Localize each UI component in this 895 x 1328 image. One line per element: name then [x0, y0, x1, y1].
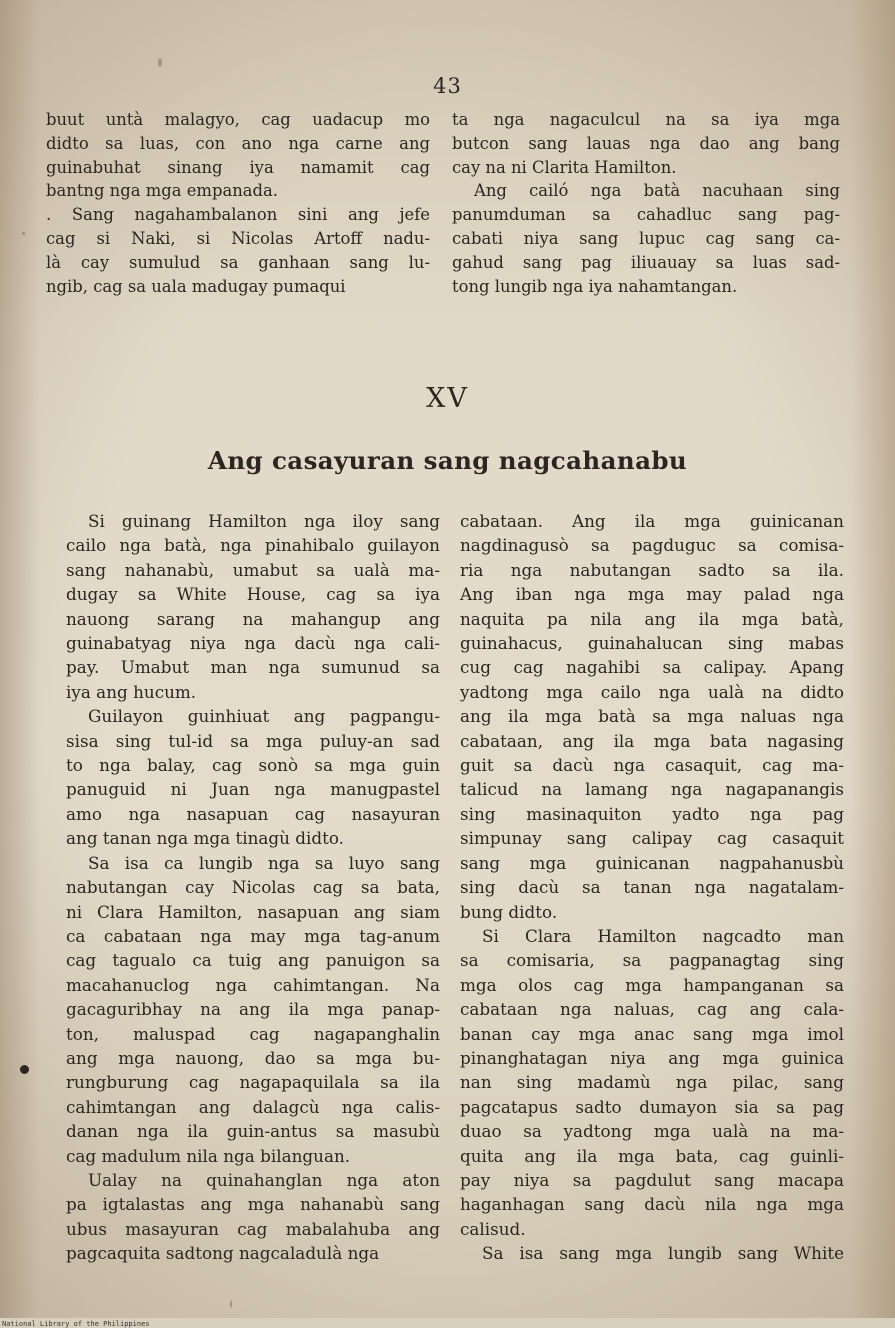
text-line: pay niya sa pagdulut sang macapa [460, 1169, 844, 1190]
text-line: buut untà malagyo, cag uadacup mo [46, 110, 430, 129]
margin-dot [20, 1065, 29, 1074]
text-line: panumduman sa cahadluc sang pag- [452, 205, 840, 225]
text-line: nan sing madamù nga pilac, sang [460, 1072, 844, 1093]
text-line: cag madulum nila nga bilanguan. [66, 1145, 351, 1166]
text-line: bantng nga mga empanada. [46, 181, 279, 201]
text-line: butcon sang lauas nga dao ang bang [452, 133, 840, 153]
text-line: haganhagan sang dacù nila nga mga [460, 1194, 844, 1215]
text-line: rungburung cag nagapaquilala sa ila [66, 1072, 440, 1093]
text-line: sang mga guinicanan nagpahanusbù [460, 852, 844, 873]
top-left-column [46, 108, 430, 298]
text-line: cug cag nagahibi sa calipay. Apang [460, 657, 844, 678]
text-line: naquita pa nila ang ila mga batà, [460, 608, 844, 629]
page-number: 43 [433, 74, 462, 98]
text-line: ang tanan nga mga tinagù didto. [66, 828, 345, 849]
text-line: . Sang nagahambalanon sini ang jefe [46, 205, 430, 225]
chapter-title: Ang casayuran sang nagcahanabu [207, 446, 688, 475]
text-line: pa igtalastas ang mga nahanabù sang [66, 1194, 440, 1215]
text-line: Ualay na quinahanglan nga aton [88, 1169, 440, 1190]
text-line: pinanghatagan niya ang mga guinica [460, 1047, 844, 1068]
text-line: sang nahanabù, umabut sa ualà ma- [66, 559, 440, 580]
text-line: gahud sang pag iliuauay sa luas sad- [452, 252, 840, 272]
text-line: ca cabataan nga may mga tag-anum [66, 925, 440, 946]
body-right-column [460, 509, 844, 1266]
text-line: bung didto. [460, 901, 558, 922]
text-line: guinahacus, guinahalucan sing mabas [460, 633, 844, 654]
text-line: cabati niya sang lupuc cag sang ca- [452, 228, 840, 248]
text-line: guinabatyag niya nga dacù nga cali- [66, 633, 440, 654]
text-line: simpunay sang calipay cag casaquit [460, 828, 844, 849]
page-shadow-left [0, 0, 40, 1318]
text-line: ton, maluspad cag nagapanghalin [66, 1023, 440, 1044]
text-line: pay. Umabut man nga sumunud sa [66, 657, 440, 678]
text-line: ngib, cag sa uala madugay pumaqui [46, 276, 346, 296]
text-line: mga olos cag mga hampanganan sa [460, 974, 844, 995]
text-line: dugay sa White House, cag sa iya [66, 584, 440, 605]
text-line: là cay sumulud sa ganhaan sang lu- [46, 252, 430, 272]
text-line: sing dacù sa tanan nga nagatalam- [460, 877, 844, 898]
text-line: ria nga nabutangan sadto sa ila. [460, 559, 844, 580]
text-line: gacaguribhay na ang ila mga panap- [66, 999, 440, 1020]
text-line: talicud na lamang nga nagapanangis [460, 779, 844, 800]
text-line: cabataan. Ang ila mga guinicanan [460, 511, 844, 531]
text-line: Ang cailó nga batà nacuhaan sing [474, 181, 840, 201]
text-line: ni Clara Hamilton, nasapuan ang siam [66, 901, 440, 922]
text-line: cabataan nga naluas, cag ang cala- [460, 999, 844, 1020]
text-line: guit sa dacù nga casaquit, cag ma- [460, 755, 844, 776]
text-line: cailo nga batà, nga pinahibalo guilayon [66, 535, 440, 556]
text-line: banan cay mga anac sang mga imol [460, 1023, 844, 1044]
text-line: iya ang hucum. [66, 681, 197, 702]
text-line: panuguid ni Juan nga manugpastel [66, 779, 440, 800]
text-line: yadtong mga cailo nga ualà na didto [460, 681, 844, 702]
text-line: didto sa luas, con ano nga carne ang [46, 133, 430, 153]
page-shadow-right [850, 0, 895, 1318]
text-line: cag tagualo ca tuig ang panuigon sa [66, 950, 440, 971]
top-right-column [452, 108, 840, 298]
text-line: sisa sing tul-id sa mga puluy-an sad [66, 730, 440, 751]
text-line: Sa isa sang mga lungib sang White [482, 1243, 844, 1264]
text-line: Si guinang Hamilton nga iloy sang [88, 511, 440, 531]
text-line: pagcaquita sadtong nagcaladulà nga [66, 1243, 380, 1264]
text-line: cag si Naki, si Nicolas Artoff nadu- [46, 228, 430, 248]
text-line: quita ang ila mga bata, cag guinli- [460, 1145, 844, 1166]
text-line: Ang iban nga mga may palad nga [460, 584, 844, 605]
ink-speck [230, 1300, 232, 1308]
text-line: ta nga nagaculcul na sa iya mga [452, 110, 840, 129]
text-line: cabataan, ang ila mga bata nagasing [460, 730, 844, 751]
text-line: amo nga nasapuan cag nasayuran [66, 803, 440, 824]
text-line: duao sa yadtong mga ualà na ma- [460, 1121, 844, 1142]
text-line: to nga balay, cag sonò sa mga guin [66, 755, 440, 776]
text-line: cahimtangan ang dalagcù nga calis- [66, 1096, 440, 1117]
text-line: nauong sarang na mahangup ang [66, 608, 440, 629]
text-line: sa comisaria, sa pagpanagtag sing [460, 950, 844, 971]
text-line: nabutangan cay Nicolas cag sa bata, [66, 877, 440, 898]
chapter-number: XV [426, 383, 469, 414]
ink-speck [22, 232, 25, 235]
text-line: ang ila mga batà sa mga naluas nga [460, 706, 844, 727]
text-line: nagdinagusò sa pagduguc sa comisa- [460, 535, 844, 556]
body-left-column [66, 509, 440, 1266]
text-line: Si Clara Hamilton nagcadto man [482, 925, 844, 946]
text-line: ang mga nauong, dao sa mga bu- [66, 1047, 440, 1068]
text-line: tong lungib nga iya nahamtangan. [452, 276, 738, 296]
ink-speck [158, 58, 162, 67]
text-line: calisud. [460, 1218, 526, 1239]
text-line: sing masinaquiton yadto nga pag [460, 803, 844, 824]
text-line: Guilayon guinhiuat ang pagpangu- [88, 706, 440, 727]
footer-credit: National Library of the Philippines [2, 1320, 150, 1328]
text-line: macahanuclog nga cahimtangan. Na [66, 974, 440, 995]
text-line: ubus masayuran cag mabalahuba ang [66, 1218, 440, 1239]
text-line: cay na ni Clarita Hamilton. [452, 157, 677, 177]
text-line: Sa isa ca lungib nga sa luyo sang [88, 852, 440, 873]
text-line: pagcatapus sadto dumayon sia sa pag [460, 1096, 844, 1117]
text-line: danan nga ila guin-antus sa masubù [66, 1121, 440, 1142]
text-line: guinabuhat sinang iya namamit cag [46, 157, 430, 177]
